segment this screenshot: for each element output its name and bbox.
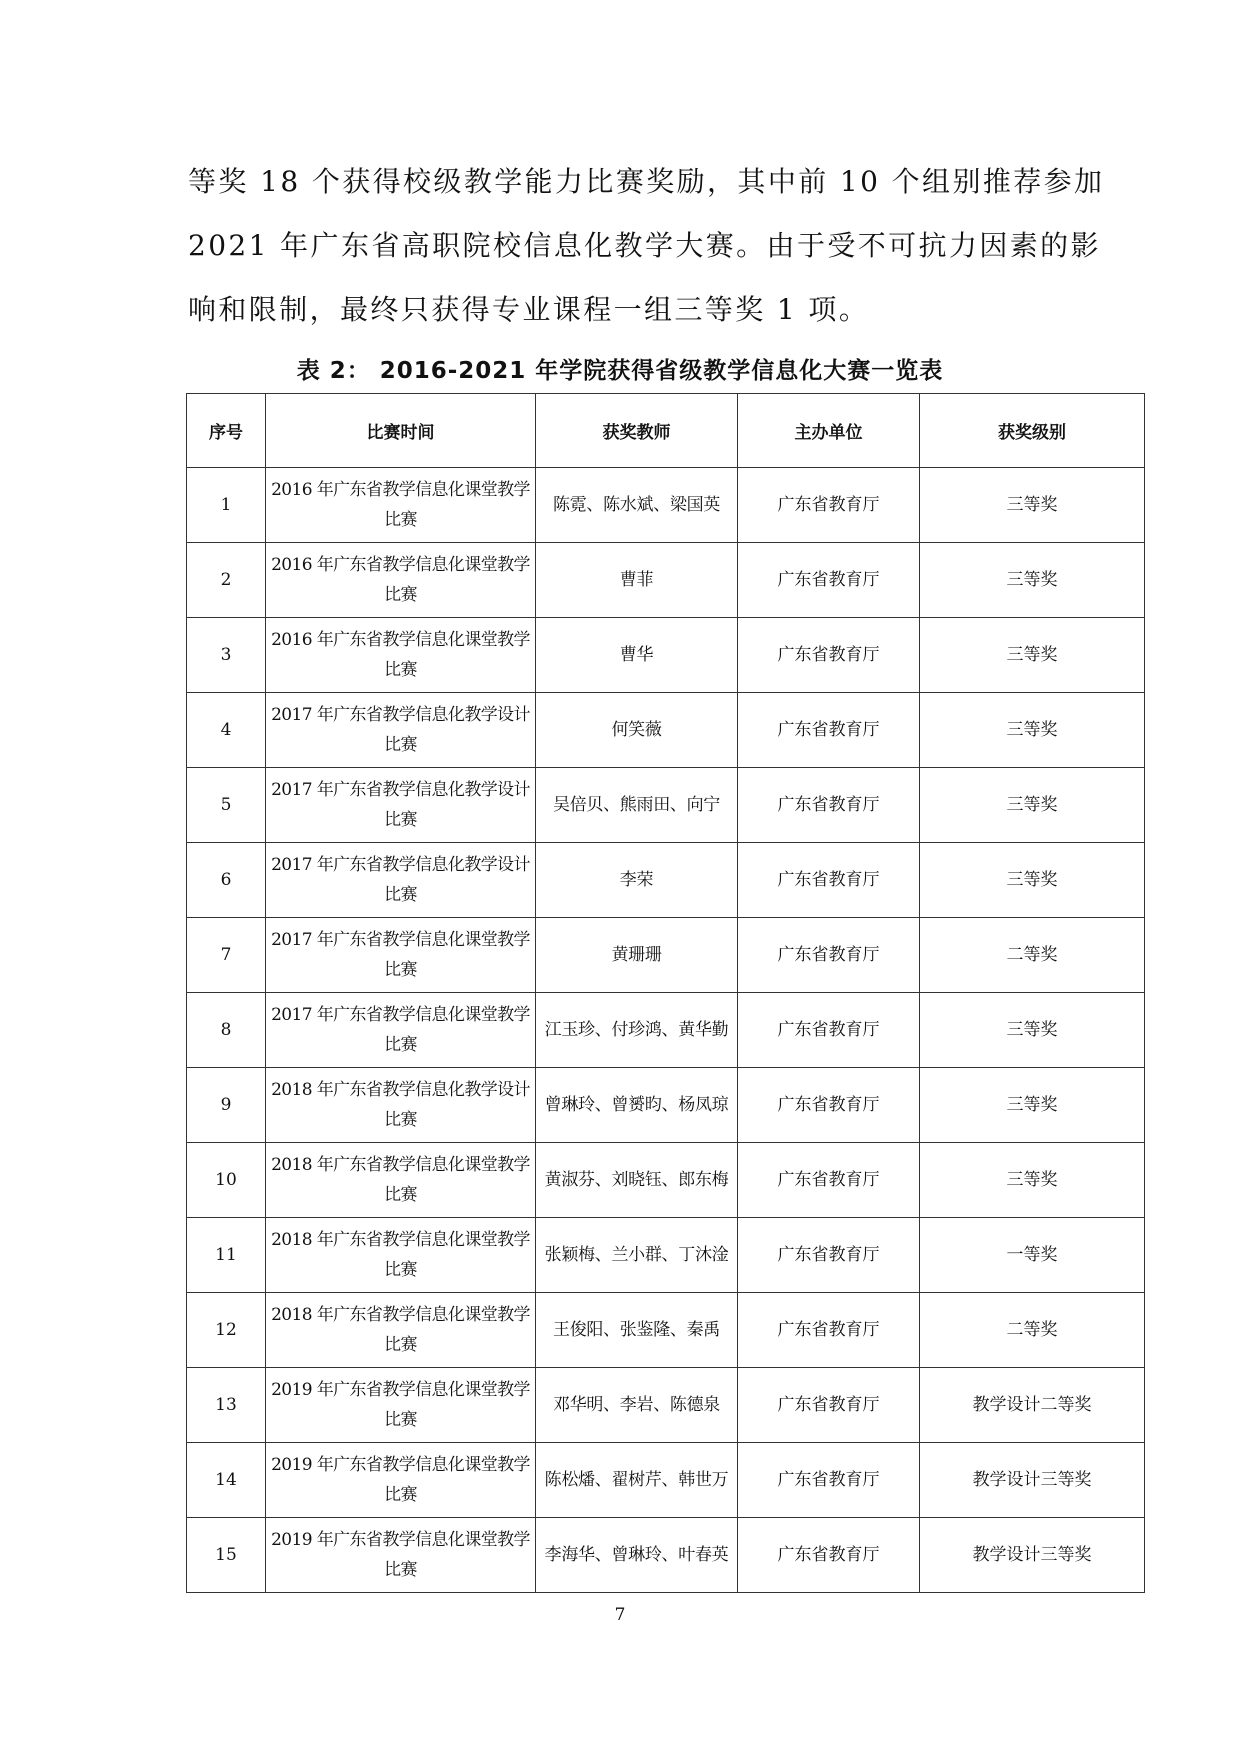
cell-serial-no: 15	[187, 1518, 266, 1593]
cell-teachers: 王俊阳、张鉴隆、秦禹	[536, 1293, 738, 1368]
cell-award: 教学设计三等奖	[920, 1518, 1145, 1593]
cell-organizer: 广东省教育厅	[738, 1068, 920, 1143]
cell-event: 2019 年广东省教学信息化课堂教学比赛	[266, 1368, 536, 1443]
cell-organizer: 广东省教育厅	[738, 1218, 920, 1293]
cell-teachers: 吴倍贝、熊雨田、向宁	[536, 768, 738, 843]
cell-award: 三等奖	[920, 843, 1145, 918]
cell-event: 2017 年广东省教学信息化教学设计比赛	[266, 768, 536, 843]
cell-teachers: 曹华	[536, 618, 738, 693]
table-caption: 表 2： 2016-2021 年学院获得省级教学信息化大赛一览表	[296, 358, 944, 384]
cell-serial-no: 7	[187, 918, 266, 993]
cell-serial-no: 5	[187, 768, 266, 843]
cell-organizer: 广东省教育厅	[738, 843, 920, 918]
cell-organizer: 广东省教育厅	[738, 1443, 920, 1518]
cell-serial-no: 8	[187, 993, 266, 1068]
cell-teachers: 陈松燔、翟树芹、韩世万	[536, 1443, 738, 1518]
cell-event: 2017 年广东省教学信息化课堂教学比赛	[266, 993, 536, 1068]
table-row	[187, 693, 1145, 768]
cell-event: 2016 年广东省教学信息化课堂教学比赛	[266, 618, 536, 693]
cell-event: 2018 年广东省教学信息化课堂教学比赛	[266, 1218, 536, 1293]
cell-serial-no: 3	[187, 618, 266, 693]
cell-teachers: 李荣	[536, 843, 738, 918]
cell-serial-no: 13	[187, 1368, 266, 1443]
table-row	[187, 768, 1145, 843]
cell-event: 2018 年广东省教学信息化课堂教学比赛	[266, 1293, 536, 1368]
table-row	[187, 1368, 1145, 1443]
page-number: 7	[614, 1605, 626, 1625]
cell-teachers: 陈霓、陈水斌、梁国英	[536, 468, 738, 543]
cell-serial-no: 9	[187, 1068, 266, 1143]
cell-serial-no: 1	[187, 468, 266, 543]
table-row	[187, 1443, 1145, 1518]
table-row	[187, 843, 1145, 918]
cell-organizer: 广东省教育厅	[738, 543, 920, 618]
cell-award: 三等奖	[920, 543, 1145, 618]
header-teachers: 获奖教师	[536, 394, 738, 468]
header-event: 比赛时间	[266, 394, 536, 468]
cell-organizer: 广东省教育厅	[738, 1293, 920, 1368]
cell-organizer: 广东省教育厅	[738, 1143, 920, 1218]
cell-serial-no: 12	[187, 1293, 266, 1368]
cell-event: 2016 年广东省教学信息化课堂教学比赛	[266, 543, 536, 618]
cell-teachers: 江玉珍、付珍鸿、黄华勤	[536, 993, 738, 1068]
header-organizer: 主办单位	[738, 394, 920, 468]
table-row	[187, 468, 1145, 543]
table-row	[187, 1068, 1145, 1143]
table-row	[187, 543, 1145, 618]
cell-award: 三等奖	[920, 1068, 1145, 1143]
table-row	[187, 1293, 1145, 1368]
cell-serial-no: 2	[187, 543, 266, 618]
cell-organizer: 广东省教育厅	[738, 918, 920, 993]
cell-organizer: 广东省教育厅	[738, 1368, 920, 1443]
table-row	[187, 993, 1145, 1068]
cell-event: 2017 年广东省教学信息化教学设计比赛	[266, 693, 536, 768]
cell-teachers: 邓华明、李岩、陈德泉	[536, 1368, 738, 1443]
cell-teachers: 张颖梅、兰小群、丁沐淦	[536, 1218, 738, 1293]
cell-award: 一等奖	[920, 1218, 1145, 1293]
body-paragraph	[188, 150, 1105, 342]
header-serial-no: 序号	[187, 394, 266, 468]
cell-serial-no: 11	[187, 1218, 266, 1293]
cell-organizer: 广东省教育厅	[738, 993, 920, 1068]
cell-event: 2019 年广东省教学信息化课堂教学比赛	[266, 1518, 536, 1593]
cell-serial-no: 14	[187, 1443, 266, 1518]
table-row	[187, 1518, 1145, 1593]
cell-teachers: 曹菲	[536, 543, 738, 618]
cell-award: 教学设计二等奖	[920, 1368, 1145, 1443]
cell-teachers: 黄珊珊	[536, 918, 738, 993]
cell-organizer: 广东省教育厅	[738, 768, 920, 843]
cell-organizer: 广东省教育厅	[738, 618, 920, 693]
table-row	[187, 618, 1145, 693]
cell-award: 三等奖	[920, 1143, 1145, 1218]
cell-award: 三等奖	[920, 993, 1145, 1068]
cell-organizer: 广东省教育厅	[738, 693, 920, 768]
cell-award: 三等奖	[920, 693, 1145, 768]
cell-organizer: 广东省教育厅	[738, 468, 920, 543]
cell-event: 2017 年广东省教学信息化课堂教学比赛	[266, 918, 536, 993]
cell-teachers: 李海华、曾琳玲、叶春英	[536, 1518, 738, 1593]
cell-event: 2018 年广东省教学信息化课堂教学比赛	[266, 1143, 536, 1218]
table-row	[187, 1218, 1145, 1293]
cell-award: 三等奖	[920, 618, 1145, 693]
header-award: 获奖级别	[920, 394, 1145, 468]
awards-table	[186, 393, 1145, 1593]
cell-award: 二等奖	[920, 1293, 1145, 1368]
table-row	[187, 1143, 1145, 1218]
cell-award: 教学设计三等奖	[920, 1443, 1145, 1518]
cell-serial-no: 10	[187, 1143, 266, 1218]
cell-serial-no: 4	[187, 693, 266, 768]
cell-award: 三等奖	[920, 768, 1145, 843]
cell-award: 三等奖	[920, 468, 1145, 543]
table-row	[187, 918, 1145, 993]
cell-teachers: 何笑薇	[536, 693, 738, 768]
table-header-row	[187, 394, 1145, 468]
cell-organizer: 广东省教育厅	[738, 1518, 920, 1593]
cell-award: 二等奖	[920, 918, 1145, 993]
cell-teachers: 曾琳玲、曾赟昀、杨凤琼	[536, 1068, 738, 1143]
cell-teachers: 黄淑芬、刘晓钰、郎东梅	[536, 1143, 738, 1218]
paragraph-line: 响和限制，最终只获得专业课程一组三等奖 1 项。	[188, 293, 870, 326]
cell-event: 2017 年广东省教学信息化教学设计比赛	[266, 843, 536, 918]
paragraph-line: 等奖 18 个获得校级教学能力比赛奖励，其中前 10 个组别推荐参加	[188, 165, 1105, 198]
paragraph-line: 2021 年广东省高职院校信息化教学大赛。由于受不可抗力因素的影	[188, 229, 1101, 262]
cell-event: 2019 年广东省教学信息化课堂教学比赛	[266, 1443, 536, 1518]
cell-event: 2016 年广东省教学信息化课堂教学比赛	[266, 468, 536, 543]
cell-serial-no: 6	[187, 843, 266, 918]
cell-event: 2018 年广东省教学信息化教学设计比赛	[266, 1068, 536, 1143]
